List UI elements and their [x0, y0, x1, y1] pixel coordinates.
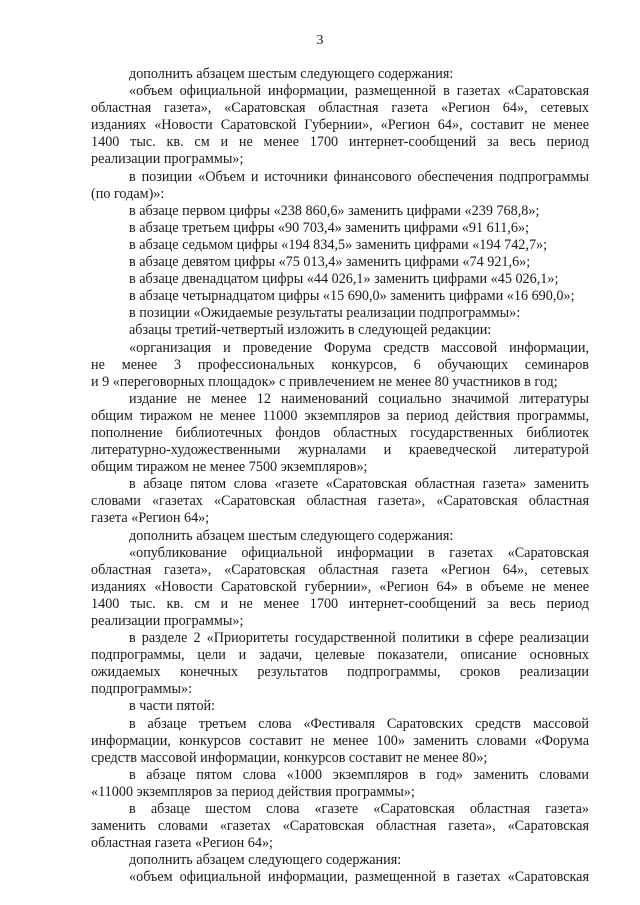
text-line: изданиях «Новости Саратовской губернии», «Регион 64» в объеме не менее	[91, 578, 589, 595]
text-line: (по годам)»:	[91, 185, 165, 202]
text-line: средств массовой информации, конкурсов составит не менее 80»;	[91, 749, 488, 766]
text-line: в абзаце третьем слова «Фестиваля Саратовских средств массовой	[129, 715, 589, 732]
text-line: в позиции «Ожидаемые результаты реализации подпрограммы»:	[129, 305, 521, 322]
text-line: 1400 тыс. кв. см и не менее 1700 интернет-сообщений за весь период	[91, 134, 589, 151]
text-line: дополнить абзацем шестым следующего содержания:	[129, 66, 454, 82]
text-line: подпрограммы»:	[91, 681, 193, 698]
text-line: заменить словами «газетах «Саратовская областная газета», «Саратовская	[91, 818, 589, 835]
text-line: в абзаце седьмом цифры «194 834,5» заменить цифрами «194 742,7»;	[129, 236, 548, 253]
text-line: в абзаце третьем цифры «90 703,4» заменить цифрами «91 611,6»;	[129, 219, 530, 236]
text-line: «объем официальной информации, размещенной в газетах «Саратовская	[129, 869, 589, 886]
text-line: «опубликование официальной информации в газетах «Саратовская	[129, 544, 589, 561]
text-line: газета «Регион 64»;	[91, 510, 210, 527]
text-line: в части пятой:	[129, 698, 216, 715]
text-line: в абзаце четырнадцатом цифры «15 690,0» заменить цифрами «16 690,0»;	[129, 288, 575, 305]
text-line: абзацы третий-четвертый изложить в следующей редакции:	[129, 322, 492, 339]
text-line: дополнить абзацем шестым следующего содержания:	[129, 527, 454, 544]
text-line: информации, конкурсов составит не менее 100» заменить словами «Форума	[91, 732, 589, 749]
text-line: областная газета», «Саратовская областная газета «Регион 64», сетевых	[91, 100, 589, 117]
text-line: в абзаце первом цифры «238 860,6» заменить цифрами «239 768,8»;	[129, 202, 540, 219]
text-line: «объем официальной информации, размещенной в газетах «Саратовская	[129, 83, 589, 100]
text-line: подпрограммы, цели и задачи, целевые показатели, описание основных	[91, 647, 589, 664]
text-line: в абзаце шестом слова «газете «Саратовская областная газета»	[129, 801, 589, 818]
text-line: «11000 экземпляров за период действия программы»;	[91, 783, 415, 800]
text-line: 1400 тыс. кв. см и не менее 1700 интернет-сообщений за весь период	[91, 595, 589, 612]
text-line: в абзаце пятом слова «1000 экземпляров в год» заменить словами	[129, 766, 589, 783]
text-line: пополнение библиотечных фондов областных государственных библиотек	[91, 424, 589, 441]
text-line: областная газета «Регион 64»;	[91, 835, 273, 852]
text-line: реализации программы»;	[91, 613, 244, 629]
text-line: реализации программы»;	[91, 151, 244, 168]
text-line: в разделе 2 «Приоритеты государственной политики в сфере реализации	[129, 630, 589, 647]
text-line: словами «газетах «Саратовская областная газета», «Саратовская областная	[91, 493, 589, 510]
text-line: литературно-художественными журналами и краеведческой литературой	[91, 442, 589, 459]
text-line: дополнить абзацем следующего содержания:	[129, 852, 402, 869]
document-body	[91, 66, 589, 887]
text-line: издание не менее 12 наименований социально значимой литературы	[129, 390, 589, 407]
text-line: общим тиражом не менее 11000 экземпляров за период действия программы,	[91, 407, 589, 424]
text-line: общим тиражом не менее 7500 экземпляров»;	[91, 459, 368, 476]
text-line: и 9 «переговорных площадок» с привлечением не менее 80 участников в год;	[91, 373, 558, 390]
text-line: областная газета», «Саратовская областная газета «Регион 64», сетевых	[91, 561, 589, 578]
text-line: в абзаце двенадцатом цифры «44 026,1» заменить цифрами «45 026,1»;	[129, 271, 559, 288]
text-line: в позиции «Объем и источники финансового обеспечения подпрограммы	[129, 168, 589, 185]
text-line: не менее 3 профессиональных конкурсов, 6 обучающих семинаров	[91, 356, 589, 373]
text-line: ожидаемых конечных результатов подпрограммы, сроков реализации	[91, 664, 589, 681]
text-line: в абзаце девятом цифры «75 013,4» заменить цифрами «74 921,6»;	[129, 254, 531, 271]
page-number: 3	[316, 33, 324, 48]
text-line: «организация и проведение Форума средств массовой информации,	[129, 339, 589, 356]
text-line: в абзаце пятом слова «газете «Саратовская областная газета» заменить	[129, 476, 589, 493]
text-line: изданиях «Новости Саратовской Губернии», «Регион 64», составит не менее	[91, 117, 589, 134]
